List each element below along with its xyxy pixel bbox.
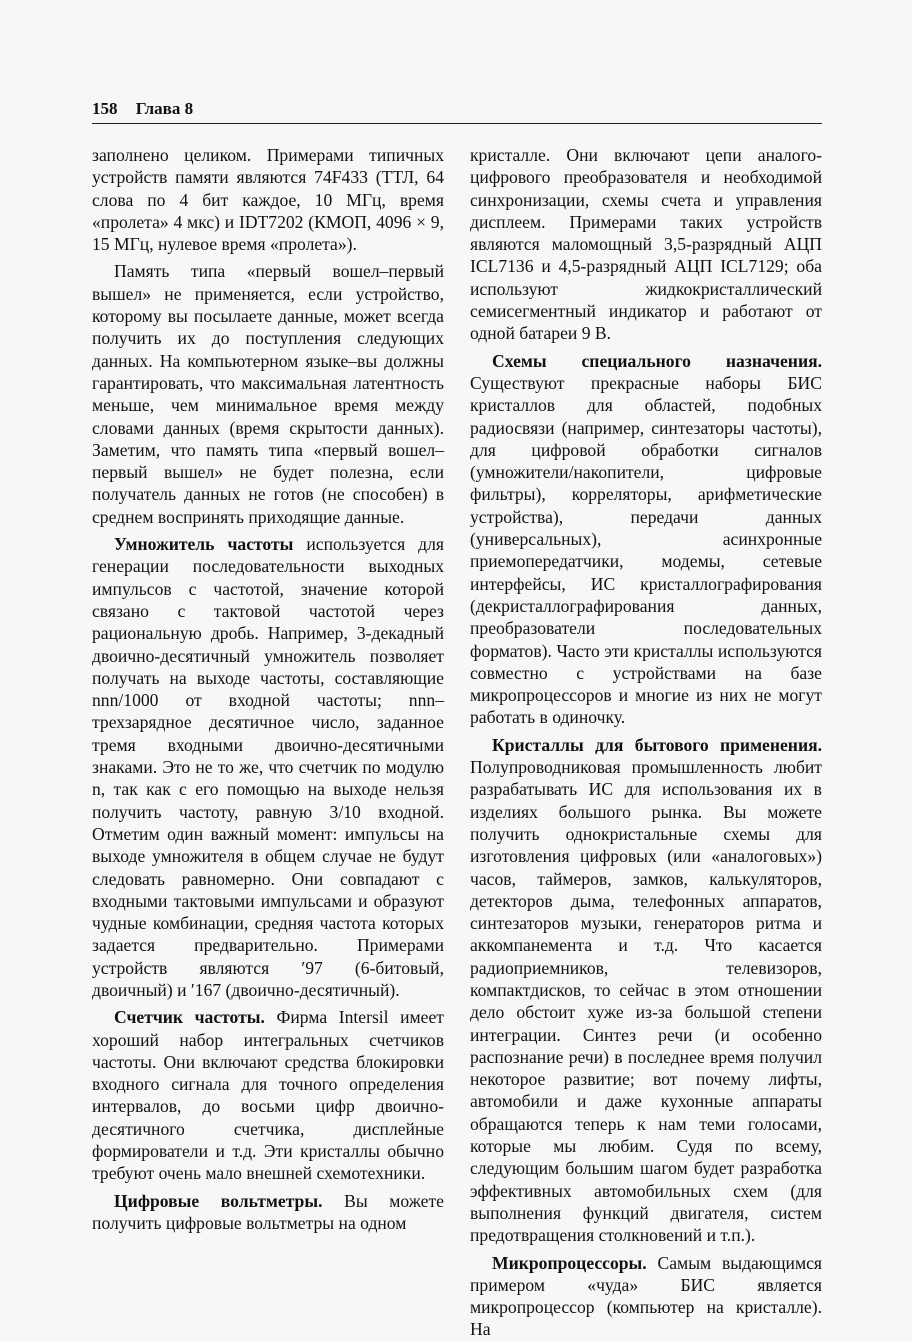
- paragraph: Кристаллы для бытового применения. Полупроводниковая промышленность любит разрабатывать ИС для использования их в изделиях большого рынка. Вы можете получить однокристальные схемы для изготовления цифровых (или «аналоговых») часов, таймеров, замков, калькуляторов, детекторов дыма, телефонных аппаратов, синтезаторов музыки, генераторов ритма и аккомпанемента и т.д. Что касается радиоприемников, телевизоров, компактдисков, то сейчас в этом отношении дело обстоит хуже из-за большой степени интеграции. Синтез речи (и особенно распознание речи) в последнее время получил некоторое развитие; вот почему лифты, автомобили и даже кухонные аппараты обращаются теперь к нам теми голосами, которые мы любим. Судя по всему, следующим большим шагом будет разработка эффективных автомобильных схем (для выполнения функций двигателя, систем предотвращения столкновений и т.п.).: [470, 734, 822, 1246]
- paragraph: кристалле. Они включают цепи аналого-цифрового преобразователя и необходимой синхронизации, схемы счета и управления дисплеем. Примерами таких устройств являются маломощный 3,5-разрядный АЦП ICL7136 и 4,5-разрядный АЦП ICL7129; оба используют жидкокристаллический семисегментный индикатор и работают от одной батареи 9 В.: [470, 145, 822, 344]
- page-number: 158: [92, 99, 118, 118]
- paragraph-heading: Цифровые вольтметры.: [114, 1190, 323, 1211]
- paragraph: Счетчик частоты. Фирма Intersil имеет хороший набор интегральных счетчиков частоты. Они включают средства блокировки входного сигнала для точного определения интервалов, до восьми цифр двоично-десятичного счетчика, дисплейные формирователи и т.д. Эти кристаллы обычно требуют очень мало внешней схемотехники.: [92, 1007, 444, 1184]
- right-column: [470, 144, 822, 1341]
- page-header: [92, 99, 822, 124]
- chapter-title: Глава 8: [135, 99, 194, 118]
- paragraph: Умножитель частоты используется для генерации последовательности выходных импульсов с частотой, значение которой связано с тактовой частотой через рациональную дробь. Например, 3-декадный двоично-десятичный умножитель позволяет получать на выходе частоты, составляющие nnn/1000 от входной частоты; nnn–трехзарядное десятичное число, заданное тремя входными двоично-десятичными знаками. Это не то же, что счетчик по модулю n, так как с его помощью на выходе нельзя получить частоту, равную 3/10 входной. Отметим один важный момент: импульсы на выходе умножителя в общем случае не будут следовать равномерно. Они совпадают с входными тактовыми импульсами и образуют чудные комбинации, средняя частота которых задается предварительно. Примерами устройств являются ′97 (6-битовый, двоичный) и ′167 (двоично-десятичный).: [92, 534, 444, 1000]
- paragraph-heading: Умножитель частоты: [114, 534, 294, 555]
- paragraph-heading: Счетчик частоты.: [114, 1007, 265, 1028]
- paragraph: Память типа «первый вошел–первый вышел» не применяется, если устройство, которому вы посылаете данные, может всегда получить их до поступления следующих данных. На компьютерном языке–вы должны гарантировать, что максимальная латентность меньше, чем минимальное время между словами данных (время скрытости данных). Заметим, что память типа «первый вошел–первый вышел» не будет полезна, если получатель данных не готов (не способен) в среднем воспринять приходящие данные.: [92, 261, 444, 527]
- paragraph-heading: Схемы специального назначения.: [492, 350, 822, 371]
- left-column: [92, 144, 444, 1234]
- paragraph: Схемы специального назначения. Существуют прекрасные наборы БИС кристаллов для областей, подобных радиосвязи (например, синтезаторы частоты), для цифровой обработки сигналов (умножители/накопители, цифровые фильтры), корреляторы, арифметические устройства), передачи данных (универсальных), асинхронные приемопередатчики, модемы, сетевые интерфейсы, ИС кристаллографирования (декристаллографирования данных, преобразователи последовательных форматов). Часто эти кристаллы используются совместно с устройствами на базе микропроцессоров и многие из них не могут работать в одиночку.: [470, 350, 822, 728]
- paragraph: заполнено целиком. Примерами типичных устройств памяти являются 74F433 (ТТЛ, 64 слова по 4 бит каждое, 10 МГц, время «пролета» 4 мкс) и IDT7202 (КМОП, 4096 × 9, 15 МГц, нулевое время «пролета»).: [92, 145, 444, 255]
- paragraph: Цифровые вольтметры. Вы можете получить цифровые вольтметры на одном: [92, 1190, 444, 1233]
- paragraph: Микропроцессоры. Самым выдающимся примером «чуда» БИС является микропроцессор (компьютер на кристалле). На: [470, 1252, 822, 1340]
- paragraph-heading: Микропроцессоры.: [492, 1252, 647, 1273]
- paragraph-heading: Кристаллы для бытового применения.: [492, 734, 822, 755]
